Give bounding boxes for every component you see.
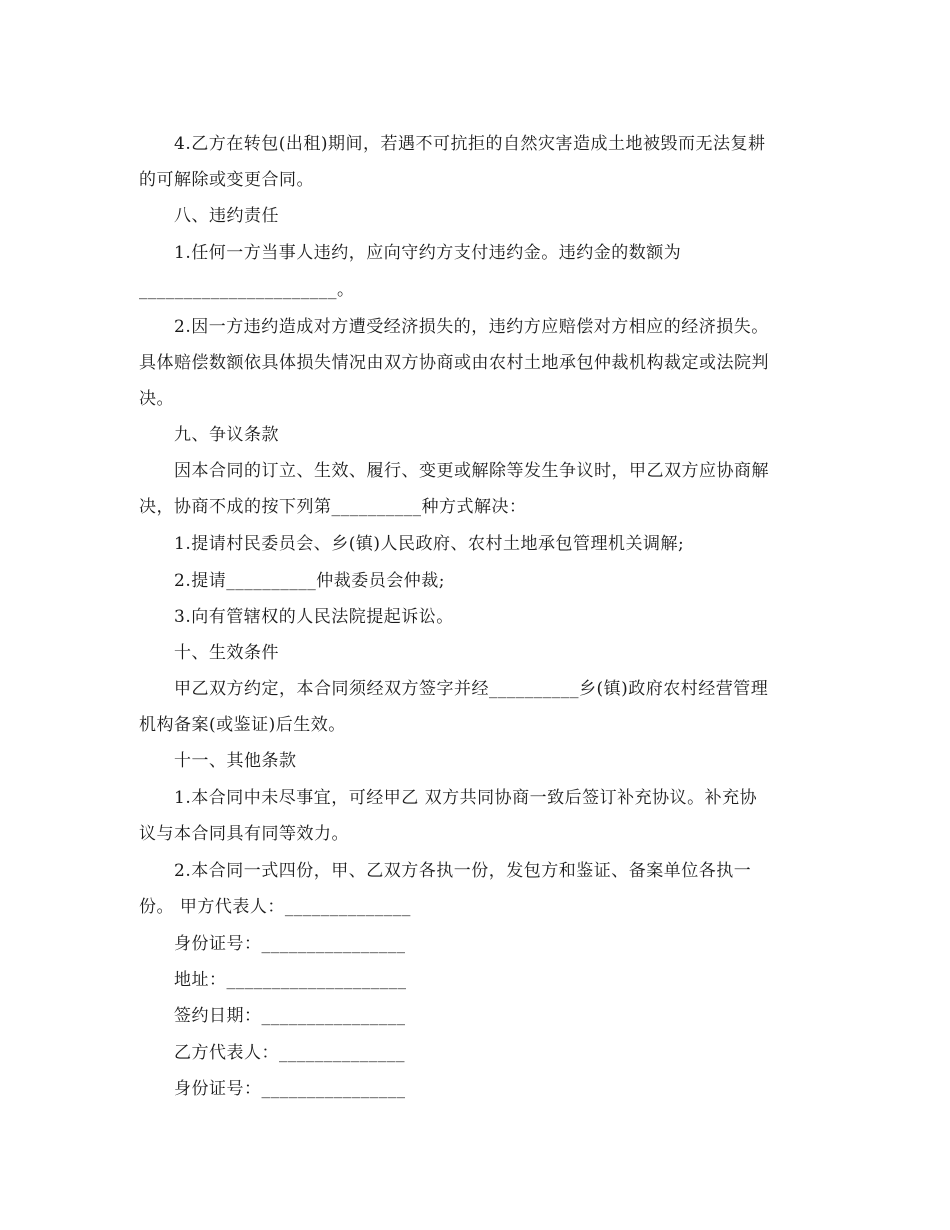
clause-8-1-line1: 1.任何一方当事人违约，应向守约方支付违约金。违约金的数额为 [174, 243, 682, 263]
party-a-id-number: 身份证号：________________ [174, 934, 406, 954]
clause-11-2-line1: 2.本合同一式四份，甲、乙双方各执一份，发包方和鉴证、备案单位各执一 [174, 861, 752, 881]
clause-11-1-line1: 1.本合同中未尽事宜，可经甲乙 双方共同协商一致后签订补充协议。补充协 [174, 788, 758, 808]
section-heading-9: 九、争议条款 [174, 425, 279, 445]
clause-9-line2: 决，协商不成的按下列第__________种方式解决： [139, 497, 527, 517]
clause-11-1-line2: 议与本合同具有同等效力。 [139, 824, 349, 844]
section-heading-10: 十、生效条件 [174, 643, 279, 663]
clause-8-2-line2: 具体赔偿数额依具体损失情况由双方协商或由农村土地承包仲裁机构裁定或法院判 [139, 353, 769, 373]
party-a-representative: 份。 甲方代表人：______________ [139, 897, 411, 917]
clause-9-3: 3.向有管辖权的人民法院提起诉讼。 [174, 607, 454, 627]
clause-9-1: 1.提请村民委员会、乡(镇)人民政府、农村土地承包管理机关调解; [174, 534, 685, 554]
signing-date: 签约日期：________________ [174, 1006, 406, 1026]
clause-7-4-line2: 的可解除或变更合同。 [139, 170, 314, 190]
section-heading-8: 八、违约责任 [174, 206, 279, 226]
clause-10-line1: 甲乙双方约定，本合同须经双方签字并经__________乡(镇)政府农村经营管理 [174, 679, 769, 699]
clause-7-4-line1: 4.乙方在转包(出租)期间，若遇不可抗拒的自然灾害造成土地被毁而无法复耕 [174, 134, 766, 154]
clause-10-line2: 机构备案(或鉴证)后生效。 [139, 715, 346, 735]
clause-8-2-line3: 决。 [139, 389, 174, 409]
party-b-id-number: 身份证号：________________ [174, 1079, 406, 1099]
clause-9-2: 2.提请__________仲裁委员会仲裁; [174, 571, 445, 591]
party-b-representative: 乙方代表人：______________ [174, 1043, 405, 1063]
clause-8-1-blank: ______________________。 [139, 280, 355, 300]
clause-9-line1: 因本合同的订立、生效、履行、变更或解除等发生争议时，甲乙双方应协商解 [174, 461, 769, 481]
section-heading-11: 十一、其他条款 [174, 751, 297, 771]
clause-8-2-line1: 2.因一方违约造成对方遭受经济损失的，违约方应赔偿对方相应的经济损失。 [174, 317, 769, 337]
party-a-address: 地址：____________________ [174, 970, 407, 990]
